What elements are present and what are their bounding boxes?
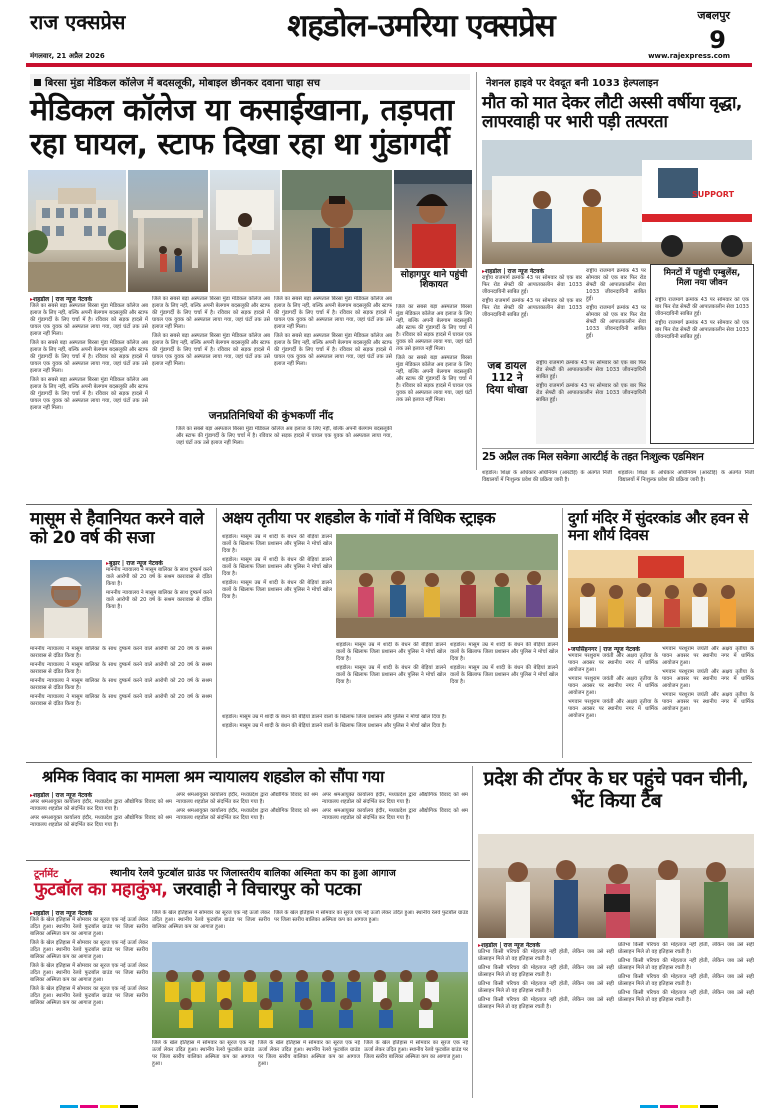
football-body-text-8: जिले के खेल इतिहास में सोमवार का सूरज एक नई ऊर्जा लेकर उदित हुआ। स्थानीय रेलवे फुटबॉल ग्राउंड पर जिला स्तरीय बालिका अस्मिता कप का आगाज हुआ।: [258, 1040, 360, 1067]
topper-body-text-5: प्रतिभा किसी परिचय की मोहताज नहीं होती, लेकिन जब उसे सही प्रोत्साहन मिले तो वह इतिहास रचती है।: [618, 942, 754, 955]
masoom-body-text-6: माननीय न्यायालय ने मासूम बालिका के साथ दुष्कर्म करने वाले आरोपी को 20 वर्ष के सश्रम कारावास से दंडित किया है।: [30, 694, 212, 707]
strike-body-col1: [222, 534, 332, 712]
durga-body-text: भगवान परशुराम जयंती और अक्षय तृतीया के पावन अवसर पर स्थानीय नगर में धार्मिक आयोजन हुआ।: [568, 653, 658, 673]
football-headline: [34, 880, 470, 900]
right-byline: ▸ शहडोल | राज न्यूज नेटवर्क: [482, 268, 582, 275]
strike-body-col2: [336, 642, 446, 712]
football-body-text: जिले के खेल इतिहास में सोमवार का सूरज एक नई ऊर्जा लेकर उदित हुआ। स्थानीय रेलवे फुटबॉल ग्राउंड पर जिला स्तरीय बालिका अस्मिता कप का आगाज हुआ।: [30, 917, 148, 937]
topper-body-text-2: प्रतिभा किसी परिचय की मोहताज नहीं होती, लेकिन जब उसे सही प्रोत्साहन मिले तो वह इतिहास रचती है।: [478, 965, 614, 978]
topper-body-col2: [618, 942, 754, 1096]
strike-body-text-7: शहडोल। मासूम उम्र में शादी के बंधन की बेड़ियां डालने वालों के खिलाफ जिला प्रशासन और पुलिस ने मोर्चा खोल दिया है।: [450, 665, 558, 685]
column-divider: [562, 508, 563, 758]
durga-body-text-5: भगवान परशुराम जयंती और अक्षय तृतीया के पावन अवसर पर स्थानीय नगर में धार्मिक आयोजन हुआ।: [662, 669, 754, 689]
durga-byline: ▸ जयसिंहनगर | राज न्यूज नेटवर्क: [568, 646, 658, 653]
labour-body-text: अपर श्रमआयुक्त कार्यालय इंदौर, मध्यप्रदेश द्वारा औद्योगिक विवाद को श्रम न्यायालय शहडोल को संदर्भित कर दिया गया है।: [30, 799, 172, 812]
right-body-text-4: राष्ट्रीय राजमार्ग क्रमांक 43 पर सोमवार को एक बार फिर रोड सेफ्टी की आपातकालीन सेवा 1033 जीवनदायिनी साबित हुई।: [586, 305, 646, 339]
lead-subhead-text: जिले का सबसे बड़ा अस्पताल बिरसा मुंडा मेडिकल कॉलेज अब इलाज के लिए नहीं, बल्कि अपनी बेलगाम बदसलूकी और स्टाफ की गुंडागर्दी के लिए चर्चा में है। रविवार को सड़क हादसे में घायल एक युवक को अस्पताल लाया गया, जहां घंटों तक उसे इलाज नहीं मिला।: [176, 426, 392, 446]
right-kicker: नेशनल हाइवे पर देवदूत बनी 1033 हेल्पलाइन: [482, 74, 752, 90]
side-body-text: राष्ट्रीय राजमार्ग क्रमांक 43 पर सोमवार को एक बार फिर रोड सेफ्टी की आपातकालीन सेवा 1033 जीवनदायिनी साबित हुई।: [536, 360, 646, 380]
info-box-text-2: राष्ट्रीय राजमार्ग क्रमांक 43 पर सोमवार को एक बार फिर रोड सेफ्टी की आपातकालीन सेवा 1033 जीवनदायिनी साबित हुई।: [655, 320, 749, 340]
section-rule: [482, 448, 754, 449]
page-title: शहडोल-उमरिया एक्सप्रेस: [287, 8, 555, 44]
strike-body-text-5: शहडोल। मासूम उम्र में शादी के बंधन की बेड़ियां डालने वालों के खिलाफ जिला प्रशासन और पुलिस ने मोर्चा खोल दिया है।: [336, 665, 446, 685]
hospital-gate-photo: [128, 170, 208, 292]
masoom-body-text-4: माननीय न्यायालय ने मासूम बालिका के साथ दुष्कर्म करने वाले आरोपी को 20 वर्ष के सश्रम कारावास से दंडित किया है।: [30, 662, 212, 675]
strike-body-wide: [222, 714, 558, 758]
football-tag: टूर्नामेंट: [34, 869, 59, 880]
labour-body-text-4: अपर श्रमआयुक्त कार्यालय इंदौर, मध्यप्रदेश द्वारा औद्योगिक विवाद को श्रम न्यायालय शहडोल को संदर्भित कर दिया गया है।: [176, 808, 318, 821]
hospital-building-photo: [28, 170, 126, 292]
ward-photo: [210, 170, 280, 292]
strike-body-text: शहडोल। मासूम उम्र में शादी के बंधन की बेड़ियां डालने वालों के खिलाफ जिला प्रशासन और पुलिस ने मोर्चा खोल दिया है।: [222, 534, 332, 554]
topper-headline: प्रदेश की टॉपर के घर पहुंचे पवन चीनी, भेंट किया टैब: [483, 767, 749, 812]
ambulance-lettering: SUPPORT: [692, 190, 735, 199]
masthead-rule: [26, 63, 752, 67]
lead-subhead-body: [176, 426, 392, 458]
bullet-square-icon: [34, 79, 41, 86]
side-title: जब डायल 112 ने दिया धोखा: [486, 360, 528, 397]
lead-kicker-text: बिरसा मुंडा मेडिकल कॉलेज में बदसलूकी, मोबाइल छीनकर दवाना चाहा सच: [45, 78, 320, 89]
village-meeting-photo: [336, 534, 558, 638]
football-body-text-9: जिले के खेल इतिहास में सोमवार का सूरज एक नई ऊर्जा लेकर उदित हुआ। स्थानीय रेलवे फुटबॉल ग्राउंड पर जिला स्तरीय बालिका अस्मिता कप का आगाज हुआ।: [364, 1040, 468, 1060]
masoom-body-col1: [106, 560, 212, 644]
masoom-body-col2: [30, 646, 212, 756]
lead-byline: ▸ शहडोल | राज न्यूज नेटवर्क: [30, 296, 148, 303]
strike-headline: अक्षय तृतीया पर शहडोल के गांवों में विधिक स्ट्राइक: [222, 509, 496, 527]
column-divider: [216, 508, 217, 758]
football-body-text-4: जिले के खेल इतिहास में सोमवार का सूरज एक नई ऊर्जा लेकर उदित हुआ। स्थानीय रेलवे फुटबॉल ग्राउंड पर जिला स्तरीय बालिका अस्मिता कप का आगाज हुआ।: [30, 986, 148, 1006]
strike-body-text-6: शहडोल। मासूम उम्र में शादी के बंधन की बेड़ियां डालने वालों के खिलाफ जिला प्रशासन और पुलिस ने मोर्चा खोल दिया है।: [450, 642, 558, 662]
football-body-col4: [152, 1040, 254, 1096]
lead-body-col1: [30, 296, 148, 456]
lead-subhead: जनप्रतिनिधियों की कुंभकर्णी नींद: [208, 410, 334, 422]
football-body-text-7: जिले के खेल इतिहास में सोमवार का सूरज एक नई ऊर्जा लेकर उदित हुआ। स्थानीय रेलवे फुटबॉल ग्राउंड पर जिला स्तरीय बालिका अस्मिता कप का आगाज हुआ।: [152, 1040, 254, 1067]
lead-headline: मेडिकल कॉलेज या कसाईखाना, तड़पता रहा घायल, स्टाफ दिखा रहा था गुंडागर्दी: [30, 93, 454, 162]
labour-headline: श्रमिक विवाद का मामला श्रम न्यायालय शहडोल को सौंपा गया: [42, 767, 384, 786]
side-body-text-2: राष्ट्रीय राजमार्ग क्रमांक 43 पर सोमवार को एक बार फिर रोड सेफ्टी की आपातकालीन सेवा 1033 जीवनदायिनी साबित हुई।: [536, 383, 646, 403]
patient-photo: [394, 170, 472, 268]
rte-body-col2: [618, 470, 754, 500]
lead-body-text: जिले का सबसे बड़ा अस्पताल बिरसा मुंडा मेडिकल कॉलेज अब इलाज के लिए नहीं, बल्कि अपनी बेलगाम बदसलूकी और स्टाफ की गुंडागर्दी के लिए चर्चा में है। रविवार को सड़क हादसे में घायल एक युवक को अस्पताल लाया गया, जहां घंटों तक उसे इलाज नहीं मिला।: [30, 303, 148, 337]
lead-body-text-8: जिले का सबसे बड़ा अस्पताल बिरसा मुंडा मेडिकल कॉलेज अब इलाज के लिए नहीं, बल्कि अपनी बेलगाम बदसलूकी और स्टाफ की गुंडागर्दी के लिए चर्चा में है। रविवार को सड़क हादसे में घायल एक युवक को अस्पताल लाया गया, जहां घंटों तक उसे इलाज नहीं मिला।: [396, 304, 472, 352]
football-body-col5: [258, 1040, 360, 1096]
issue-date: मंगलवार, 21 अप्रैल 2026: [30, 52, 105, 60]
topper-body-text: प्रतिभा किसी परिचय की मोहताज नहीं होती, लेकिन जब उसे सही प्रोत्साहन मिले तो वह इतिहास रचती है।: [478, 949, 614, 962]
football-body-text-3: जिले के खेल इतिहास में सोमवार का सूरज एक नई ऊर्जा लेकर उदित हुआ। स्थानीय रेलवे फुटबॉल ग्राउंड पर जिला स्तरीय बालिका अस्मिता कप का आगाज हुआ।: [30, 963, 148, 983]
lead-kicker: [30, 74, 470, 90]
info-box-title: मिनटों में पहुंची एम्बुलेंस, मिला नया जीवन: [663, 268, 741, 288]
football-body-col3: [274, 910, 468, 940]
topper-body-col1: [478, 942, 614, 1096]
masoom-body-text: माननीय न्यायालय ने मासूम बालिका के साथ दुष्कर्म करने वाले आरोपी को 20 वर्ष के सश्रम कारावास से दंडित किया है।: [106, 567, 212, 587]
strike-body-text-3: शहडोल। मासूम उम्र में शादी के बंधन की बेड़ियां डालने वालों के खिलाफ जिला प्रशासन और पुलिस ने मोर्चा खोल दिया है।: [222, 580, 332, 600]
masoom-byline: ▸ बुढ़ार | राज न्यूज नेटवर्क: [106, 560, 212, 567]
football-headline-red: फुटबॉल का महाकुंभ,: [34, 879, 168, 900]
lead-body-col4: [396, 304, 472, 456]
football-body-text-5: जिले के खेल इतिहास में सोमवार का सूरज एक नई ऊर्जा लेकर उदित हुआ। स्थानीय रेलवे फुटबॉल ग्राउंड पर जिला स्तरीय बालिका अस्मिता कप का आगाज हुआ।: [152, 910, 270, 930]
side-body: [536, 360, 646, 444]
durga-body-text-2: भगवान परशुराम जयंती और अक्षय तृतीया के पावन अवसर पर स्थानीय नगर में धार्मिक आयोजन हुआ।: [568, 676, 658, 696]
lead-body-col2: [152, 296, 270, 408]
lead-body-text-7: जिले का सबसे बड़ा अस्पताल बिरसा मुंडा मेडिकल कॉलेज अब इलाज के लिए नहीं, बल्कि अपनी बेलगाम बदसलूकी और स्टाफ की गुंडागर्दी के लिए चर्चा में है। रविवार को सड़क हादसे में घायल एक युवक को अस्पताल लाया गया, जहां घंटों तक उसे इलाज नहीं मिला।: [274, 333, 392, 367]
strike-body-text-4: शहडोल। मासूम उम्र में शादी के बंधन की बेड़ियां डालने वालों के खिलाफ जिला प्रशासन और पुलिस ने मोर्चा खोल दिया है।: [336, 642, 446, 662]
column-divider: [476, 72, 477, 470]
lead-body-text-4: जिले का सबसे बड़ा अस्पताल बिरसा मुंडा मेडिकल कॉलेज अब इलाज के लिए नहीं, बल्कि अपनी बेलगाम बदसलूकी और स्टाफ की गुंडागर्दी के लिए चर्चा में है। रविवार को सड़क हादसे में घायल एक युवक को अस्पताल लाया गया, जहां घंटों तक उसे इलाज नहीं मिला।: [152, 296, 270, 330]
strike-body-col3: [450, 642, 558, 712]
topper-body-text-7: प्रतिभा किसी परिचय की मोहताज नहीं होती, लेकिन जब उसे सही प्रोत्साहन मिले तो वह इतिहास रचती है।: [618, 974, 754, 987]
topper-body-text-8: प्रतिभा किसी परिचय की मोहताज नहीं होती, लेकिन जब उसे सही प्रोत्साहन मिले तो वह इतिहास रचती है।: [618, 990, 754, 1003]
section-rule: [26, 860, 470, 861]
rte-body-text-2: शहडोल। शिक्षा के अधिकार अधिनियम (आरटीई) के अंतर्गत निजी विद्यालयों में निःशुल्क प्रवेश की प्रक्रिया जारी है।: [618, 470, 754, 483]
right-body-col1: [482, 268, 582, 356]
section-rule: [26, 504, 752, 505]
topper-body-text-6: प्रतिभा किसी परिचय की मोहताज नहीं होती, लेकिन जब उसे सही प्रोत्साहन मिले तो वह इतिहास रचती है।: [618, 958, 754, 971]
masoom-body-text-5: माननीय न्यायालय ने मासूम बालिका के साथ दुष्कर्म करने वाले आरोपी को 20 वर्ष के सश्रम कारावास से दंडित किया है।: [30, 678, 212, 691]
rte-headline: 25 अप्रैल तक मिल सकेगा आरटीई के तहत निःशुल्क एडमिशन: [482, 451, 704, 463]
football-body-col6: [364, 1040, 468, 1096]
labour-body-col2: [176, 792, 318, 856]
page-number: 9: [709, 26, 726, 54]
topper-meeting-photo: [478, 834, 754, 938]
football-byline: ▸ शहडोल | राज न्यूज नेटवर्क: [30, 910, 148, 917]
labour-body-text-3: अपर श्रमआयुक्त कार्यालय इंदौर, मध्यप्रदेश द्वारा औद्योगिक विवाद को श्रम न्यायालय शहडोल को संदर्भित कर दिया गया है।: [176, 792, 318, 805]
durga-body-text-4: भगवान परशुराम जयंती और अक्षय तृतीया के पावन अवसर पर स्थानीय नगर में धार्मिक आयोजन हुआ।: [662, 646, 754, 666]
labour-body-text-6: अपर श्रमआयुक्त कार्यालय इंदौर, मध्यप्रदेश द्वारा औद्योगिक विवाद को श्रम न्यायालय शहडोल को संदर्भित कर दिया गया है।: [322, 808, 468, 821]
right-body-col2: [586, 268, 646, 356]
lead-body-text-2: जिले का सबसे बड़ा अस्पताल बिरसा मुंडा मेडिकल कॉलेज अब इलाज के लिए नहीं, बल्कि अपनी बेलगाम बदसलूकी और स्टाफ की गुंडागर्दी के लिए चर्चा में है। रविवार को सड़क हादसे में घायल एक युवक को अस्पताल लाया गया, जहां घंटों तक उसे इलाज नहीं मिला।: [30, 340, 148, 374]
football-body-text-6: जिले के खेल इतिहास में सोमवार का सूरज एक नई ऊर्जा लेकर उदित हुआ। स्थानीय रेलवे फुटबॉल ग्राउंड पर जिला स्तरीय बालिका अस्मिता कप का आगाज हुआ।: [274, 910, 468, 923]
info-box: [650, 264, 754, 444]
labour-byline: ▸ शहडोल | राज न्यूज नेटवर्क: [30, 792, 172, 799]
right-body-text-3: राष्ट्रीय राजमार्ग क्रमांक 43 पर सोमवार को एक बार फिर रोड सेफ्टी की आपातकालीन सेवा 1033 जीवनदायिनी साबित हुई।: [586, 268, 646, 302]
football-team-photo: [152, 942, 468, 1038]
right-headline: मौत को मात देकर लौटी अस्सी वर्षीया वृद्धा, लापरवाही पर भारी पड़ी तत्परता: [482, 93, 742, 133]
info-box-body: [655, 297, 749, 441]
section-rule: [26, 762, 752, 763]
doctor-photo: [282, 170, 392, 292]
masoom-body-text-2: माननीय न्यायालय ने मासूम बालिका के साथ दुष्कर्म करने वाले आरोपी को 20 वर्ष के सश्रम कारावास से दंडित किया है।: [106, 590, 212, 610]
lead-body-col3: [274, 296, 392, 408]
info-box-text: राष्ट्रीय राजमार्ग क्रमांक 43 पर सोमवार को एक बार फिर रोड सेफ्टी की आपातकालीन सेवा 1033 जीवनदायिनी साबित हुई।: [655, 297, 749, 317]
durga-body-col2: [662, 646, 754, 758]
football-body-text-2: जिले के खेल इतिहास में सोमवार का सूरज एक नई ऊर्जा लेकर उदित हुआ। स्थानीय रेलवे फुटबॉल ग्राउंड पर जिला स्तरीय बालिका अस्मिता कप का आगाज हुआ।: [30, 940, 148, 960]
topper-byline: ▸ शहडोल | राज न्यूज नेटवर्क: [478, 942, 614, 949]
brand-logo: राज एक्सप्रेस: [30, 10, 126, 34]
registration-strip: [0, 1098, 778, 1108]
strike-body-text-8: शहडोल। मासूम उम्र में शादी के बंधन की बेड़ियां डालने वालों के खिलाफ जिला प्रशासन और पुलिस ने मोर्चा खोल दिया है।: [222, 714, 447, 720]
strike-body-text-9: शहडोल। मासूम उम्र में शादी के बंधन की बेड़ियां डालने वालों के खिलाफ जिला प्रशासन और पुलिस ने मोर्चा खोल दिया है।: [222, 723, 447, 729]
masoom-headline: मासूम से हैवानियत करने वाले को 20 वर्ष की सजा: [30, 509, 204, 549]
football-kicker: स्थानीय रेलवे फुटबॉल ग्राउंड पर जिलास्तरीय बालिका अस्मिता कप का हुआ आगाज: [110, 868, 396, 879]
right-body-text-2: राष्ट्रीय राजमार्ग क्रमांक 43 पर सोमवार को एक बार फिर रोड सेफ्टी की आपातकालीन सेवा 1033 जीवनदायिनी साबित हुई।: [482, 298, 582, 318]
rte-body-text: शहडोल। शिक्षा के अधिकार अधिनियम (आरटीई) के अंतर्गत निजी विद्यालयों में निःशुल्क प्रवेश की प्रक्रिया जारी है।: [482, 470, 612, 483]
masoom-body-text-3: माननीय न्यायालय ने मासूम बालिका के साथ दुष्कर्म करने वाले आरोपी को 20 वर्ष के सश्रम कारावास से दंडित किया है।: [30, 646, 212, 659]
website-url: www.rajexpress.com: [648, 52, 730, 60]
photo-caption-title: सोहागपुर थाने पहुंची शिकायत: [400, 270, 468, 291]
durga-body-col1: [568, 646, 658, 758]
lead-body-text-6: जिले का सबसे बड़ा अस्पताल बिरसा मुंडा मेडिकल कॉलेज अब इलाज के लिए नहीं, बल्कि अपनी बेलगाम बदसलूकी और स्टाफ की गुंडागर्दी के लिए चर्चा में है। रविवार को सड़क हादसे में घायल एक युवक को अस्पताल लाया गया, जहां घंटों तक उसे इलाज नहीं मिला।: [274, 296, 392, 330]
lead-body-text-3: जिले का सबसे बड़ा अस्पताल बिरसा मुंडा मेडिकल कॉलेज अब इलाज के लिए नहीं, बल्कि अपनी बेलगाम बदसलूकी और स्टाफ की गुंडागर्दी के लिए चर्चा में है। रविवार को सड़क हादसे में घायल एक युवक को अस्पताल लाया गया, जहां घंटों तक उसे इलाज नहीं मिला।: [30, 377, 148, 411]
topper-body-text-3: प्रतिभा किसी परिचय की मोहताज नहीं होती, लेकिन जब उसे सही प्रोत्साहन मिले तो वह इतिहास रचती है।: [478, 981, 614, 994]
column-divider: [472, 766, 473, 1098]
football-headline-black: जरवाही ने विचारपुर को पटका: [173, 879, 361, 900]
strike-body-text-2: शहडोल। मासूम उम्र में शादी के बंधन की बेड़ियां डालने वालों के खिलाफ जिला प्रशासन और पुलिस ने मोर्चा खोल दिया है।: [222, 557, 332, 577]
temple-event-photo: [568, 550, 754, 642]
durga-headline: दुर्गा मंदिर में सुंदरकांड और हवन से मना शौर्य दिवस: [568, 509, 748, 544]
topper-body-text-4: प्रतिभा किसी परिचय की मोहताज नहीं होती, लेकिन जब उसे सही प्रोत्साहन मिले तो वह इतिहास रचती है।: [478, 997, 614, 1010]
labour-body-text-5: अपर श्रमआयुक्त कार्यालय इंदौर, मध्यप्रदेश द्वारा औद्योगिक विवाद को श्रम न्यायालय शहडोल को संदर्भित कर दिया गया है।: [322, 792, 468, 805]
edition-city: जबलपुर: [697, 9, 730, 22]
durga-body-text-6: भगवान परशुराम जयंती और अक्षय तृतीया के पावन अवसर पर स्थानीय नगर में धार्मिक आयोजन हुआ।: [662, 692, 754, 712]
durga-body-text-3: भगवान परशुराम जयंती और अक्षय तृतीया के पावन अवसर पर स्थानीय नगर में धार्मिक आयोजन हुआ।: [568, 699, 658, 719]
football-body-col2: [152, 910, 270, 940]
lead-body-text-5: जिले का सबसे बड़ा अस्पताल बिरसा मुंडा मेडिकल कॉलेज अब इलाज के लिए नहीं, बल्कि अपनी बेलगाम बदसलूकी और स्टाफ की गुंडागर्दी के लिए चर्चा में है। रविवार को सड़क हादसे में घायल एक युवक को अस्पताल लाया गया, जहां घंटों तक उसे इलाज नहीं मिला।: [152, 333, 270, 367]
football-body-col1: [30, 910, 148, 1096]
accused-photo: [30, 560, 102, 638]
labour-body-text-2: अपर श्रमआयुक्त कार्यालय इंदौर, मध्यप्रदेश द्वारा औद्योगिक विवाद को श्रम न्यायालय शहडोल को संदर्भित कर दिया गया है।: [30, 815, 172, 828]
labour-body-col3: [322, 792, 468, 856]
rte-body-col1: [482, 470, 612, 500]
ambulance-photo: [482, 140, 752, 264]
labour-body-col1: [30, 792, 172, 856]
lead-body-text-9: जिले का सबसे बड़ा अस्पताल बिरसा मुंडा मेडिकल कॉलेज अब इलाज के लिए नहीं, बल्कि अपनी बेलगाम बदसलूकी और स्टाफ की गुंडागर्दी के लिए चर्चा में है। रविवार को सड़क हादसे में घायल एक युवक को अस्पताल लाया गया, जहां घंटों तक उसे इलाज नहीं मिला।: [396, 355, 472, 403]
right-body-text: राष्ट्रीय राजमार्ग क्रमांक 43 पर सोमवार को एक बार फिर रोड सेफ्टी की आपातकालीन सेवा 1033 जीवनदायिनी साबित हुई।: [482, 275, 582, 295]
